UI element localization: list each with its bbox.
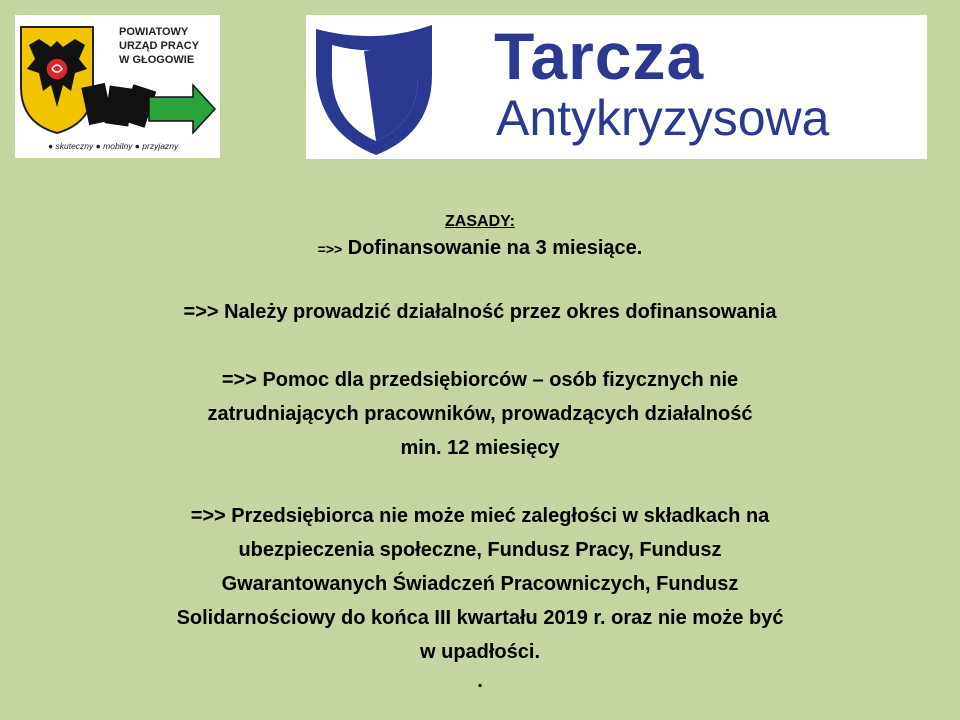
pup-name-line2: URZĄD PRACY xyxy=(119,40,200,52)
rules-text xyxy=(60,208,900,693)
logo-word-antykryzysowa: Antykryzysowa xyxy=(496,90,830,146)
rule-item-3-line: zatrudniających pracowników, prowadzących działalność xyxy=(207,403,753,425)
rule-item-2: =>> Należy prowadzić działalność przez okres dofinansowania xyxy=(183,301,777,323)
pup-name-line3: W GŁOGOWIE xyxy=(119,54,195,66)
rule-item-4-line: Solidarnościowy do końca III kwartału 2019 r. oraz nie może być xyxy=(176,607,784,629)
logo-word-tarcza: Tarcza xyxy=(494,19,705,93)
pup-name-line1: POWIATOWY xyxy=(119,26,189,38)
tarcza-antykryzysowa-logo xyxy=(306,15,927,159)
trailing-dot: . xyxy=(477,670,483,692)
rule-item-4-line: ubezpieczenia społeczne, Fundusz Pracy, Fundusz xyxy=(238,539,722,561)
rule-item-1-text: Dofinansowanie na 3 miesiące. xyxy=(342,237,643,259)
rule-item-3-line: min. 12 miesięcy xyxy=(400,437,560,459)
pup-glogow-logo xyxy=(15,15,220,158)
rules-heading: ZASADY: xyxy=(445,213,515,230)
rule-item-4-line: Gwarantowanych Świadczeń Pracowniczych, Fundusz xyxy=(221,573,739,595)
pup-tagline: ● skuteczny ● mobilny ● przyjazny xyxy=(48,141,179,151)
arrow-marker: =>> xyxy=(317,241,343,257)
rule-item-4-line: =>> Przedsiębiorca nie może mieć zaległości w składkach na xyxy=(190,505,770,527)
rule-item-3-line: =>> Pomoc dla przedsiębiorców – osób fizycznych nie xyxy=(221,369,739,391)
rule-item-3 xyxy=(60,363,900,465)
shield-icon xyxy=(306,15,486,159)
rule-item-1 xyxy=(60,236,900,261)
rule-item-4 xyxy=(60,499,900,669)
rule-item-4-line: w upadłości. xyxy=(419,641,541,663)
pup-name xyxy=(119,25,199,67)
